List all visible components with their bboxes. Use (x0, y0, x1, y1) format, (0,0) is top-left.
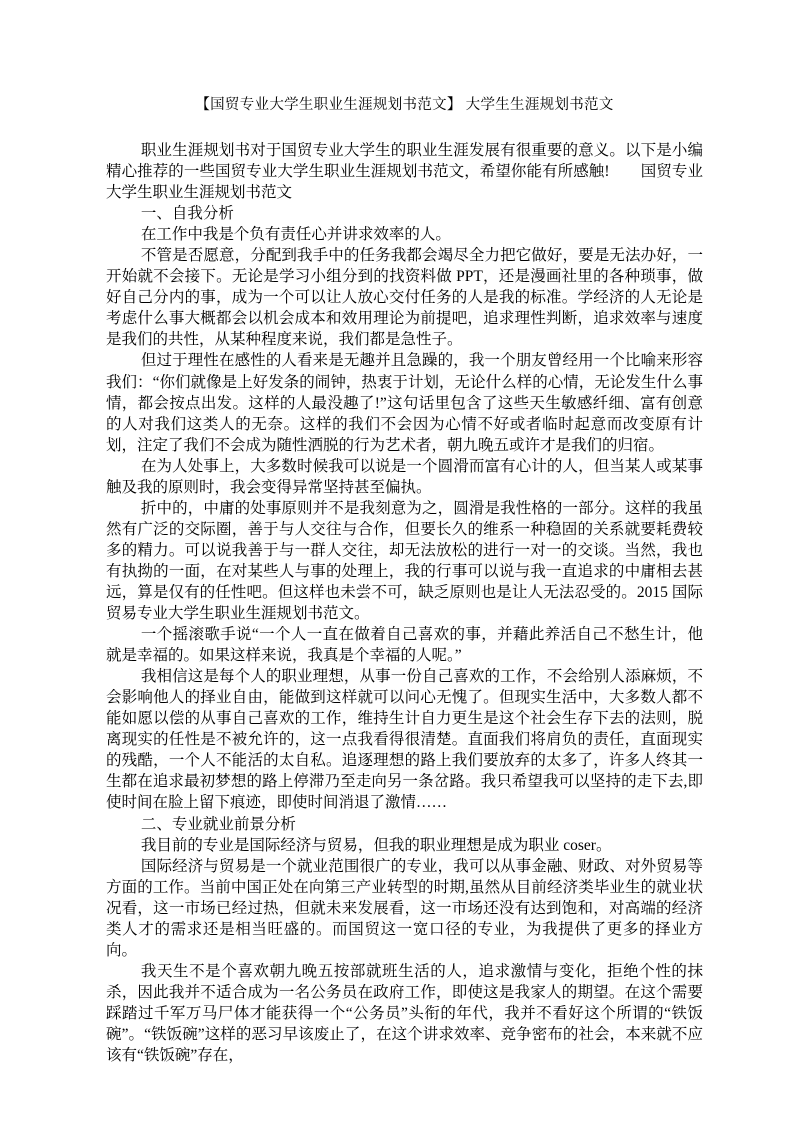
paragraph: 折中的，中庸的处事原则并不是我刻意为之，圆滑是我性格的一部分。这样的我虽然有广泛的交际圈，善于与人交往与合作，但要长久的维系一种稳固的关系就要耗费较多的精力。可以说我善于与一群人交往，却无法放松的进行一对一的交谈。当然，我也有执拗的一面，在对某些人与事的处理上，我的行事可以说与我一直追求的中庸相去甚远，算是仅有的任性吧。但这样也未尝不可，缺乏原则也是让人无法忍受的。2015 国际贸易专业大学生职业生涯规划书范文。 (106, 499, 703, 623)
paragraph-intro: 职业生涯规划书对于国贸专业大学生的职业生涯发展有很重要的意义。以下是小编精心推荐的一些国贸专业大学生职业生涯规划书范文，希望你能有所感触! 国贸专业大学生职业生涯规划书范文 (106, 142, 703, 202)
paragraph: 我天生不是个喜欢朝九晚五按部就班生活的人，追求激情与变化，拒绝个性的抹杀，因此我并不适合成为一名公务员在政府工作，即使这是我家人的期望。在这个需要踩踏过千军万马尸体才能获得一个“公务员”头衔的年代，我并不看好这个所谓的“铁饭碗”。“铁饭碗”这样的恶习早该废止了，在这个讲求效率、竞争密布的社会，本来就不应该有“铁饭碗”存在， (106, 962, 703, 1065)
paragraph: 但过于理性在感性的人看来是无趣并且急躁的，我一个朋友曾经用一个比喻来形容我们：“你们就像是上好发条的闹钟，热衷于计划，无论什么样的心情，无论发生什么事情，都会按点出发。这样的人最没趣了!”这句话里包含了这些天生敏感纤细、富有创意的人对我们这类人的无奈。这样的我们不会因为心情不好或者临时起意而改变原有计划，注定了我们不会成为随性洒脱的行为艺术者，朝九晚五或许才是我们的归宿。 (106, 352, 703, 454)
paragraph: 我相信这是每个人的职业理想，从事一份自己喜欢的工作，不会给别人添麻烦，不会影响他人的择业自由，能做到这样就可以问心无愧了。但现实生活中，大多数人都不能如愿以偿的从事自己喜欢的工作，维持生计自力更生是这个社会生存下去的法则，脱离现实的任性是不被允许的，这一点我看得很清楚。直面我们将肩负的责任，直面现实的残酷，一个人不能活的太自私。追逐理想的路上我们要放弃的太多了，许多人终其一生都在追求最初梦想的路上停滞乃至走向另一条岔路。我只希望我可以坚持的走下去,即使时间在脸上留下痕迹，即使时间消退了激情…… (106, 668, 703, 812)
paragraph: 国际经济与贸易是一个就业范围很广的专业，我可以从事金融、财政、对外贸易等方面的工作。当前中国正处在向第三产业转型的时期,虽然从目前经济类毕业生的就业状况看，这一市场已经过热，但就未来发展看，这一市场还没有达到饱和，对高端的经济类人才的需求还是相当旺盛的。而国贸这一宽口径的专业，为我提供了更多的择业方向。 (106, 857, 703, 959)
paragraph: 不管是否愿意，分配到我手中的任务我都会竭尽全力把它做好，要是无法办好，一开始就不会接下。无论是学习小组分到的找资料做 PPT，还是漫画社里的各种琐事，做好自己分内的事，成为一个可以让人放心交付任务的人是我的标准。学经济的人无论是考虑什么事大概都会以机会成本和效用理论为前提吧，追求理性判断，追求效率与速度是我们的共性，从某种程度来说，我们都是急性子。 (106, 247, 703, 349)
section-heading-career-prospects: 二、专业就业前景分析 (140, 815, 296, 833)
paragraph: 我目前的专业是国际经济与贸易，但我的职业理想是成为职业 coser。 (140, 836, 612, 854)
document-title: 【国贸专业大学生职业生涯规划书范文】 大学生生涯规划书范文 (195, 97, 614, 113)
paragraph: 在为人处事上，大多数时候我可以说是一个圆滑而富有心计的人，但当某人或某事触及我的原则时，我会变得异常坚持甚至偏执。 (106, 457, 703, 496)
document-content (106, 96, 703, 1066)
section-heading-self-analysis: 一、自我分析 (140, 205, 234, 223)
paragraph: 一个摇滚歌手说“一个人一直在做着自己喜欢的事，并藉此养活自己不愁生计，他就是幸福的。如果这样来说，我真是个幸福的人呢。” (106, 626, 703, 665)
paragraph: 在工作中我是个负有责任心并讲求效率的人。 (140, 226, 451, 244)
